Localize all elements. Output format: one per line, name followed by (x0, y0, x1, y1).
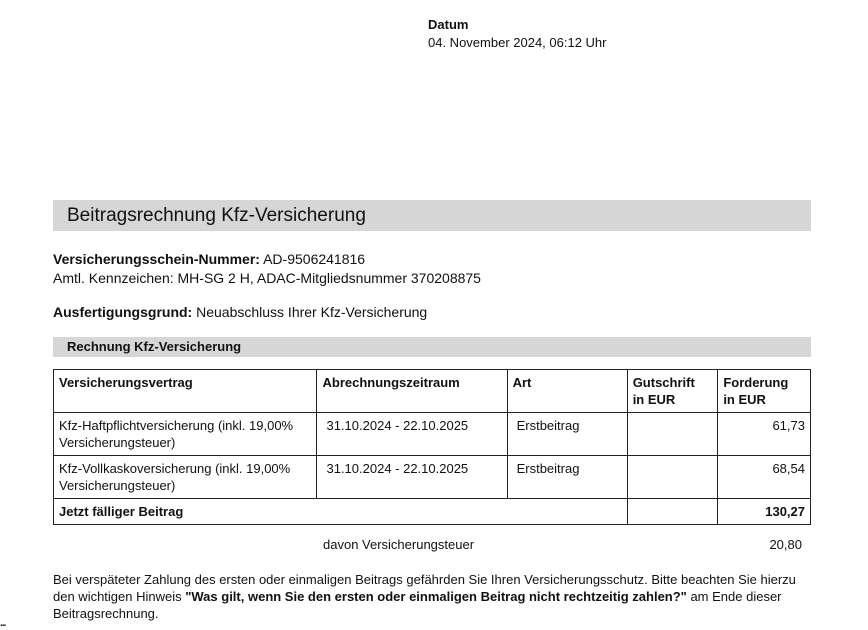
row-contract-line1: Kfz-Haftpflichtversicherung (inkl. 19,00% (59, 418, 294, 433)
header-claim-line2: in EUR (723, 392, 766, 407)
invoice-table (53, 369, 811, 525)
table-row (54, 413, 811, 456)
policy-number-line (53, 251, 365, 267)
header-credit-line2: in EUR (632, 392, 676, 407)
notice-text-2: am Ende dieser Beitragsrechnung. (53, 589, 782, 621)
row-claim: 68,54 (718, 456, 811, 499)
document-title: Beitragsrechnung Kfz-Versicherung (67, 205, 366, 226)
license-plate-line: Amtl. Kennzeichen: MH-SG 2 H, ADAC-Mitgliedsnummer 370208875 (53, 270, 481, 286)
row-contract-line2: Versicherungsteuer) (59, 478, 176, 493)
date-label: Datum (428, 17, 469, 32)
header-contract: Versicherungsvertrag (54, 370, 317, 413)
issue-reason-label: Ausfertigungsgrund: (53, 304, 193, 320)
table-header-row (54, 370, 811, 413)
row-contract (54, 456, 317, 499)
issue-reason-line (53, 304, 427, 320)
row-type: Erstbeitrag (507, 456, 627, 499)
row-period: 31.10.2024 - 22.10.2025 (317, 413, 507, 456)
header-type: Art (507, 370, 627, 413)
header-credit-line1: Gutschrift (632, 375, 695, 390)
document-title-bar (53, 200, 811, 231)
row-contract-line1: Kfz-Vollkaskoversicherung (inkl. 19,00% (59, 461, 291, 476)
table-row (54, 456, 811, 499)
header-credit (627, 370, 718, 413)
notice-highlight: "Was gilt, wenn Sie den ersten oder einmaligen Beitrag nicht rechtzeitig zahlen?" (185, 589, 687, 604)
row-claim: 61,73 (718, 413, 811, 456)
section-title: Rechnung Kfz-Versicherung (67, 339, 242, 354)
issue-reason-value: Neuabschluss Ihrer Kfz-Versicherung (196, 304, 428, 320)
header-period: Abrechnungszeitraum (317, 370, 507, 413)
row-contract (54, 413, 317, 456)
section-title-bar (53, 337, 811, 357)
notice-text-1: Bei verspäteter Zahlung des ersten oder einmaligen Beitrags gefährden Sie Ihren Versicherungsschutz. Bitte beachten Sie hierzu den wichtigen Hinweis (53, 572, 796, 604)
tax-label: davon Versicherungsteuer (323, 537, 475, 552)
row-type: Erstbeitrag (507, 413, 627, 456)
header-claim-line1: Forderung (723, 375, 789, 390)
total-label: Jetzt fälliger Beitrag (54, 499, 628, 525)
page-edge-mark: ... (0, 618, 6, 629)
total-value: 130,27 (718, 499, 811, 525)
date-value: 04. November 2024, 06:12 Uhr (428, 35, 607, 50)
policy-number-label: Versicherungsschein-Nummer: (53, 251, 260, 267)
payment-notice (53, 571, 813, 622)
row-credit (627, 413, 718, 456)
total-credit (627, 499, 718, 525)
row-contract-line2: Versicherungsteuer) (59, 435, 176, 450)
row-period: 31.10.2024 - 22.10.2025 (317, 456, 507, 499)
total-row (54, 499, 811, 525)
tax-value: 20,80 (769, 537, 802, 552)
policy-number-value: AD-9506241816 (263, 251, 366, 267)
row-credit (627, 456, 718, 499)
header-claim (718, 370, 811, 413)
